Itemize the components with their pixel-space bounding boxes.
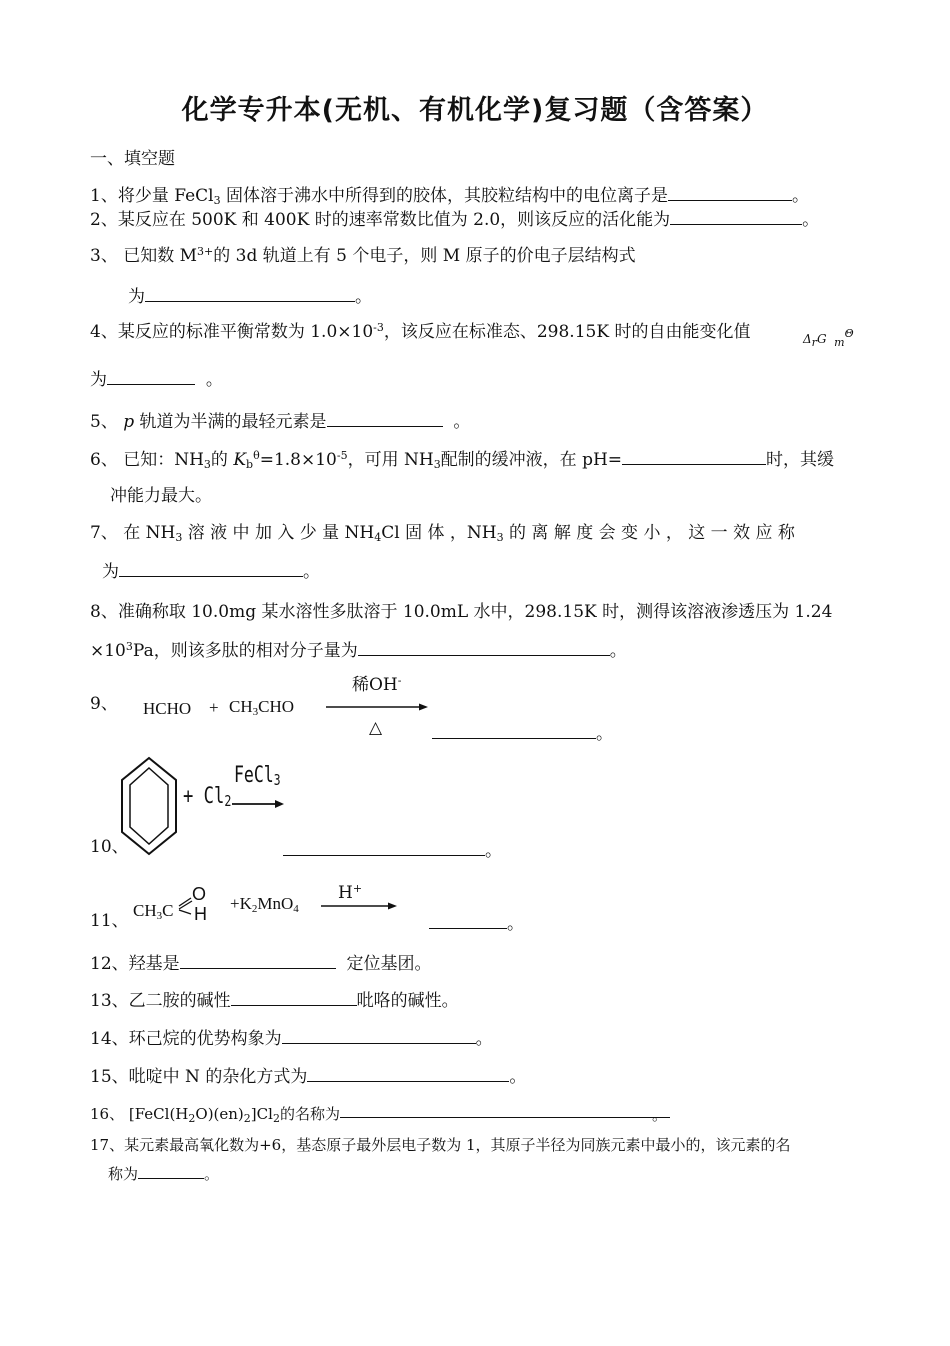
answer-blank-17[interactable] bbox=[138, 1164, 204, 1179]
question-13: 13、乙二胺的碱性 吡咯的碱性。 bbox=[90, 988, 459, 1012]
answer-blank-2[interactable] bbox=[670, 207, 802, 225]
aldehyde-oxygen: O bbox=[192, 884, 207, 904]
reactant-k2mno4: $+K_2MnO_4$ bbox=[230, 894, 299, 915]
reaction-condition-heat: △ bbox=[369, 718, 383, 738]
question-9-answer: 。 bbox=[432, 721, 613, 745]
question-3-line-2: 为 。 bbox=[128, 284, 372, 308]
answer-blank-9[interactable] bbox=[432, 721, 596, 739]
reaction-condition-base: 稀OH- bbox=[352, 674, 402, 695]
question-17-line-2: 称为 。 bbox=[108, 1165, 220, 1183]
question-10-number: 10、 bbox=[90, 837, 129, 857]
chlorine-reagent: + $Cl_2$ bbox=[183, 784, 232, 810]
aldehyde-hydrogen: H bbox=[194, 904, 207, 924]
answer-blank-13[interactable] bbox=[231, 988, 357, 1006]
question-14: 14、环己烷的优势构象为 。 bbox=[90, 1026, 493, 1050]
question-7: 7、 在 $NH_3$ 溶 液 中 加 入 少 量 $NH_4Cl$ 固 体 ，$NH_3$ 的 离 解 度 会 变 小 ， 这 一 效 应 称 bbox=[90, 523, 795, 544]
question-1: 1、将少量 FeCl$_3$ 固体溶于沸水中所得到的胶体，其胶粒结构中的电位离子是 。 bbox=[90, 183, 809, 207]
answer-blank-11[interactable] bbox=[429, 911, 507, 929]
answer-blank-5[interactable] bbox=[327, 409, 443, 427]
reaction-arrow bbox=[324, 700, 430, 714]
question-8: 8、准确称取 10.0mg 某水溶性多肽溶于 10.0mL 水中，298.15K 时，测得该溶液渗透压为 1.24 bbox=[90, 602, 833, 622]
question-9-number: 9、 bbox=[90, 694, 118, 714]
answer-blank-8[interactable] bbox=[358, 638, 610, 656]
question-11-answer: 。 bbox=[429, 911, 524, 935]
answer-blank-7[interactable] bbox=[119, 559, 303, 577]
question-16: 16、 $[FeCl(H_2O)(en)_2]Cl_2$的名称为 。 bbox=[90, 1103, 670, 1124]
answer-blank-3[interactable] bbox=[145, 284, 355, 302]
reaction-condition-acid: H+ bbox=[338, 882, 363, 903]
reactant-acetaldehyde: $CH_3CHO$ bbox=[229, 697, 295, 718]
gibbs-energy-symbol: $\Delta_rG$ $_m^\Theta$ bbox=[803, 327, 854, 349]
reactant-hcho: HCHO bbox=[143, 699, 192, 718]
answer-blank-4[interactable] bbox=[107, 367, 195, 385]
answer-blank-14[interactable] bbox=[282, 1026, 476, 1044]
answer-blank-1[interactable] bbox=[668, 183, 792, 201]
catalyst-fecl3: FeCl$_3$ bbox=[234, 763, 281, 789]
section-heading: 一、填空题 bbox=[90, 149, 175, 169]
question-6-line-2: 冲能力最大。 bbox=[110, 486, 212, 506]
question-7-line-2: 为 。 bbox=[102, 559, 320, 583]
question-4-line-2: 为 。 bbox=[90, 367, 223, 391]
question-12: 12、羟基是 定位基团。 bbox=[90, 951, 431, 975]
answer-blank-10[interactable] bbox=[283, 838, 485, 856]
page-title: 化学专升本(无机、有机化学)复习题（含答案） bbox=[181, 95, 769, 126]
reaction-arrow-2 bbox=[230, 797, 286, 811]
plus-sign: + bbox=[209, 698, 219, 717]
question-4: 4、某反应的标准平衡常数为 $1.0\times 10^{-3}$，该反应在标准态、298.15K 时的自由能变化值 bbox=[90, 321, 751, 342]
answer-blank-12[interactable] bbox=[180, 951, 336, 969]
question-8-line-2: $\times 10^3Pa$，则该多肽的相对分子量为 。 bbox=[90, 640, 627, 661]
question-15: 15、吡啶中 N 的杂化方式为 。 bbox=[90, 1064, 526, 1088]
question-3: 3、 已知数 $M^{3+}$的 3d 轨道上有 5 个电子，则 M 原子的价电子层结构式 bbox=[90, 245, 636, 266]
reactant-acetaldehyde-2: $CH_3C$ bbox=[133, 901, 174, 922]
answer-blank-6[interactable] bbox=[622, 447, 766, 465]
reaction-arrow-3 bbox=[319, 899, 399, 913]
answer-blank-15[interactable] bbox=[307, 1064, 509, 1082]
question-6: 6、 已知：$NH_3$的 $K_b^\theta=1.8\times 10^{-5}$，可用 $NH_3$配制的缓冲液，在 pH= 时，其缓 bbox=[90, 449, 835, 471]
answer-blank-16[interactable]: 。 bbox=[340, 1103, 670, 1118]
question-11-number: 11、 bbox=[90, 911, 129, 931]
question-2: 2、某反应在 500K 和 400K 时的速率常数比值为 2.0，则该反应的活化能为 。 bbox=[90, 207, 819, 231]
question-17: 17、某元素最高氧化数为+6，基态原子最外层电子数为 1，其原子半径为同族元素中最小的，该元素的名 bbox=[90, 1136, 791, 1154]
question-5: 5、 p 轨道为半满的最轻元素是 。 bbox=[90, 409, 470, 433]
question-10-answer: 。 bbox=[283, 838, 502, 862]
